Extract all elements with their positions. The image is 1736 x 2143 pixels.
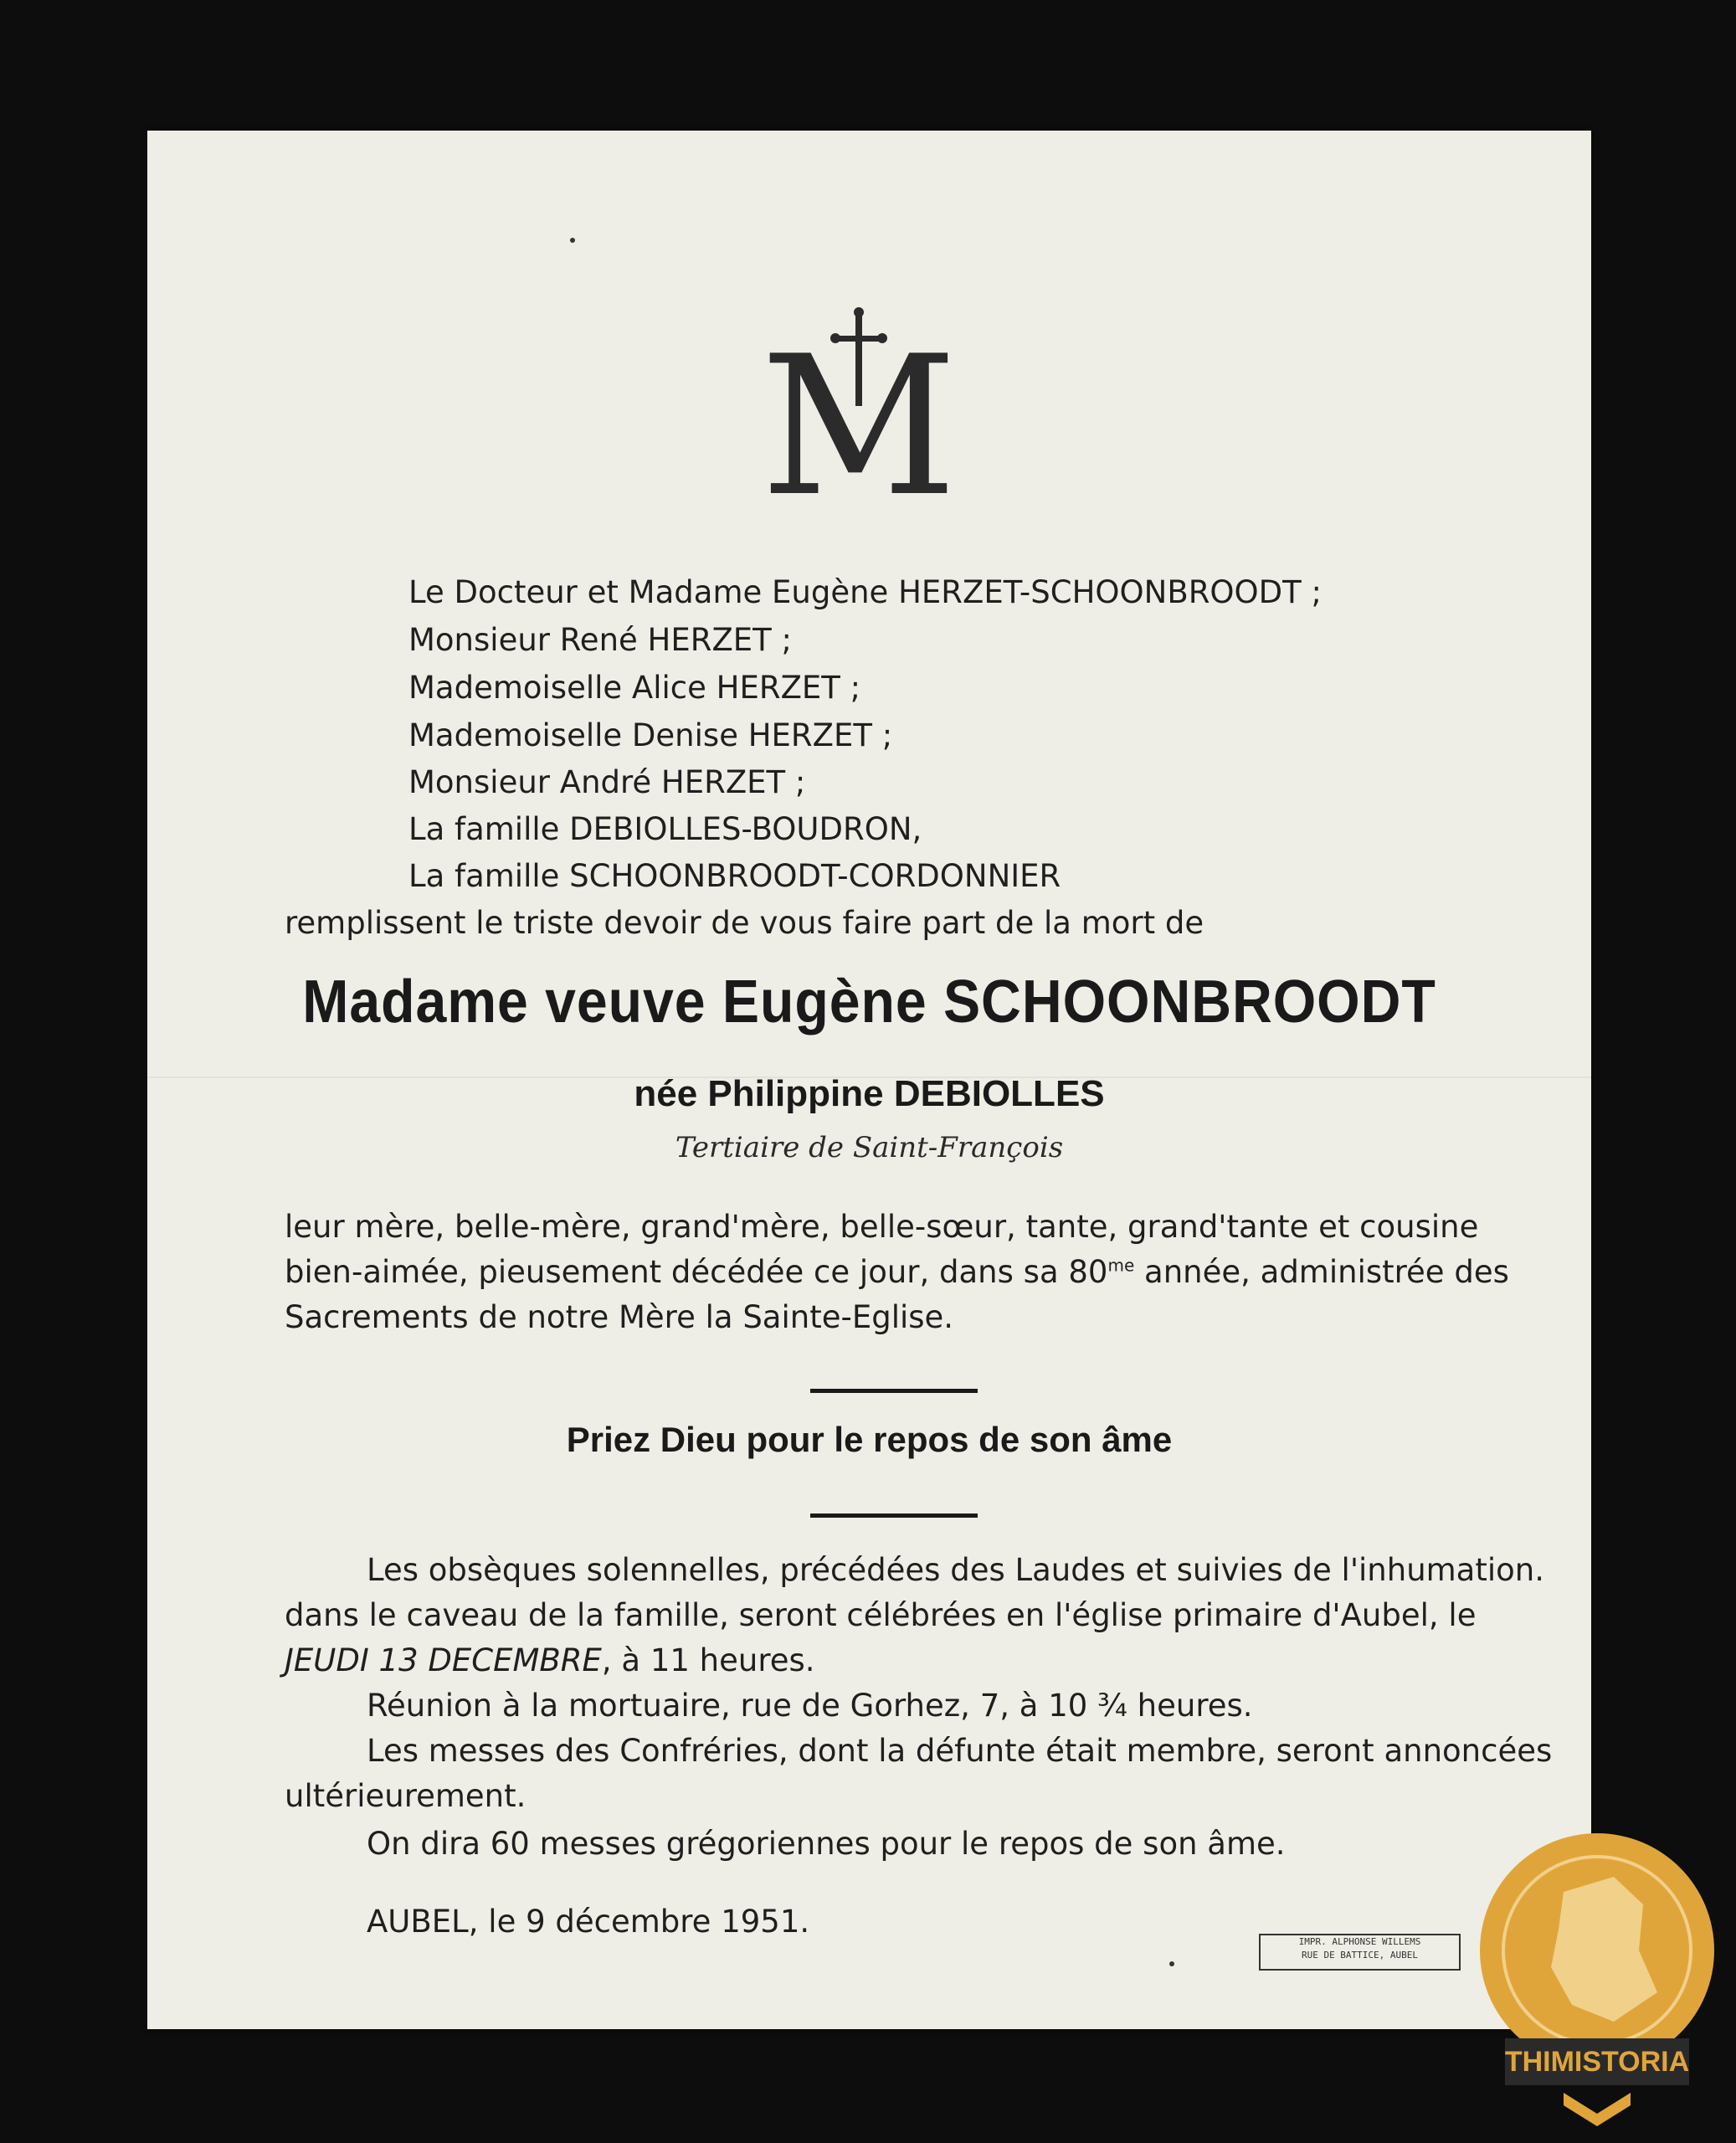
meeting-line: Réunion à la mortuaire, rue de Gorhez, 7, à 10 ¾ heures. (367, 1688, 1253, 1724)
deceased-title: Tertiaire de Saint-François (675, 1131, 1064, 1164)
funeral-notice-card (147, 131, 1591, 2029)
funeral-time: , à 11 heures. (601, 1642, 815, 1678)
relation-line-3: Sacrements de notre Mère la Sainte-Eglise. (285, 1299, 954, 1335)
prayer-line: Priez Dieu pour le repos de son âme (566, 1420, 1173, 1459)
place-and-date: AUBEL, le 9 décembre 1951. (367, 1904, 810, 1940)
masses-line-1: Les messes des Confréries, dont la défunte était membre, seront annoncées (367, 1733, 1553, 1769)
relation-line-2-text-a: bien-aimée, pieusement décédée ce jour, dans sa 80 (285, 1254, 1108, 1290)
relation-line-2-text-b: année, administrée des (1134, 1254, 1509, 1290)
relation-line-1 (285, 1209, 1519, 1245)
family-line-5: Monsieur André HERZET ; (408, 764, 806, 800)
paper-speck (1169, 1961, 1174, 1966)
deceased-name: Madame veuve Eugène SCHOONBROODT (302, 969, 1436, 1036)
funeral-date: JEUDI 13 DECEMBRE (285, 1642, 602, 1678)
book-icon (1564, 2093, 1631, 2126)
gregorian-masses-line: On dira 60 messes grégoriennes pour le repos de son âme. (367, 1826, 1286, 1862)
family-line-4: Mademoiselle Denise HERZET ; (408, 717, 893, 753)
deceased-maiden-name: née Philippine DEBIOLLES (634, 1073, 1105, 1114)
thimistoria-logo (1471, 1825, 1723, 2135)
divider-bottom (810, 1513, 978, 1518)
family-line-2: Monsieur René HERZET ; (408, 622, 793, 658)
printer-line-1: IMPR. ALPHONSE WILLEMS (1298, 1936, 1421, 1947)
funeral-line-3 (285, 1642, 815, 1678)
announce-line: remplissent le triste devoir de vous faire part de la mort de (285, 905, 1204, 941)
masses-line-2: ultérieurement. (285, 1778, 526, 1814)
monogram-letter: M (760, 316, 958, 503)
marian-monogram-icon (733, 302, 984, 503)
paper-speck (570, 238, 575, 243)
logo-text: THIMISTORIA (1504, 2046, 1690, 2078)
family-line-6: La famille DEBIOLLES-BOUDRON, (408, 811, 922, 847)
printer-imprint (1259, 1934, 1461, 1971)
family-line-3: Mademoiselle Alice HERZET ; (408, 670, 861, 706)
ordinal-superscript: me (1107, 1255, 1135, 1276)
printer-line-2: RUE DE BATTICE, AUBEL (1301, 1950, 1419, 1961)
family-line-7: La famille SCHOONBROODT-CORDONNIER (408, 858, 1061, 894)
funeral-line-1: Les obsèques solennelles, précédées des Laudes et suivies de l'inhumation. (367, 1552, 1544, 1588)
divider-top (810, 1389, 978, 1393)
relation-line-1-text: leur mère, belle-mère, grand'mère, belle-sœur, tante, grand'tante et cousine (285, 1209, 1479, 1245)
family-line-1: Le Docteur et Madame Eugène HERZET-SCHOONBROODT ; (408, 574, 1322, 610)
relation-line-2 (285, 1254, 1509, 1290)
funeral-line-2: dans le caveau de la famille, seront célébrées en l'église primaire d'Aubel, le (285, 1597, 1477, 1633)
